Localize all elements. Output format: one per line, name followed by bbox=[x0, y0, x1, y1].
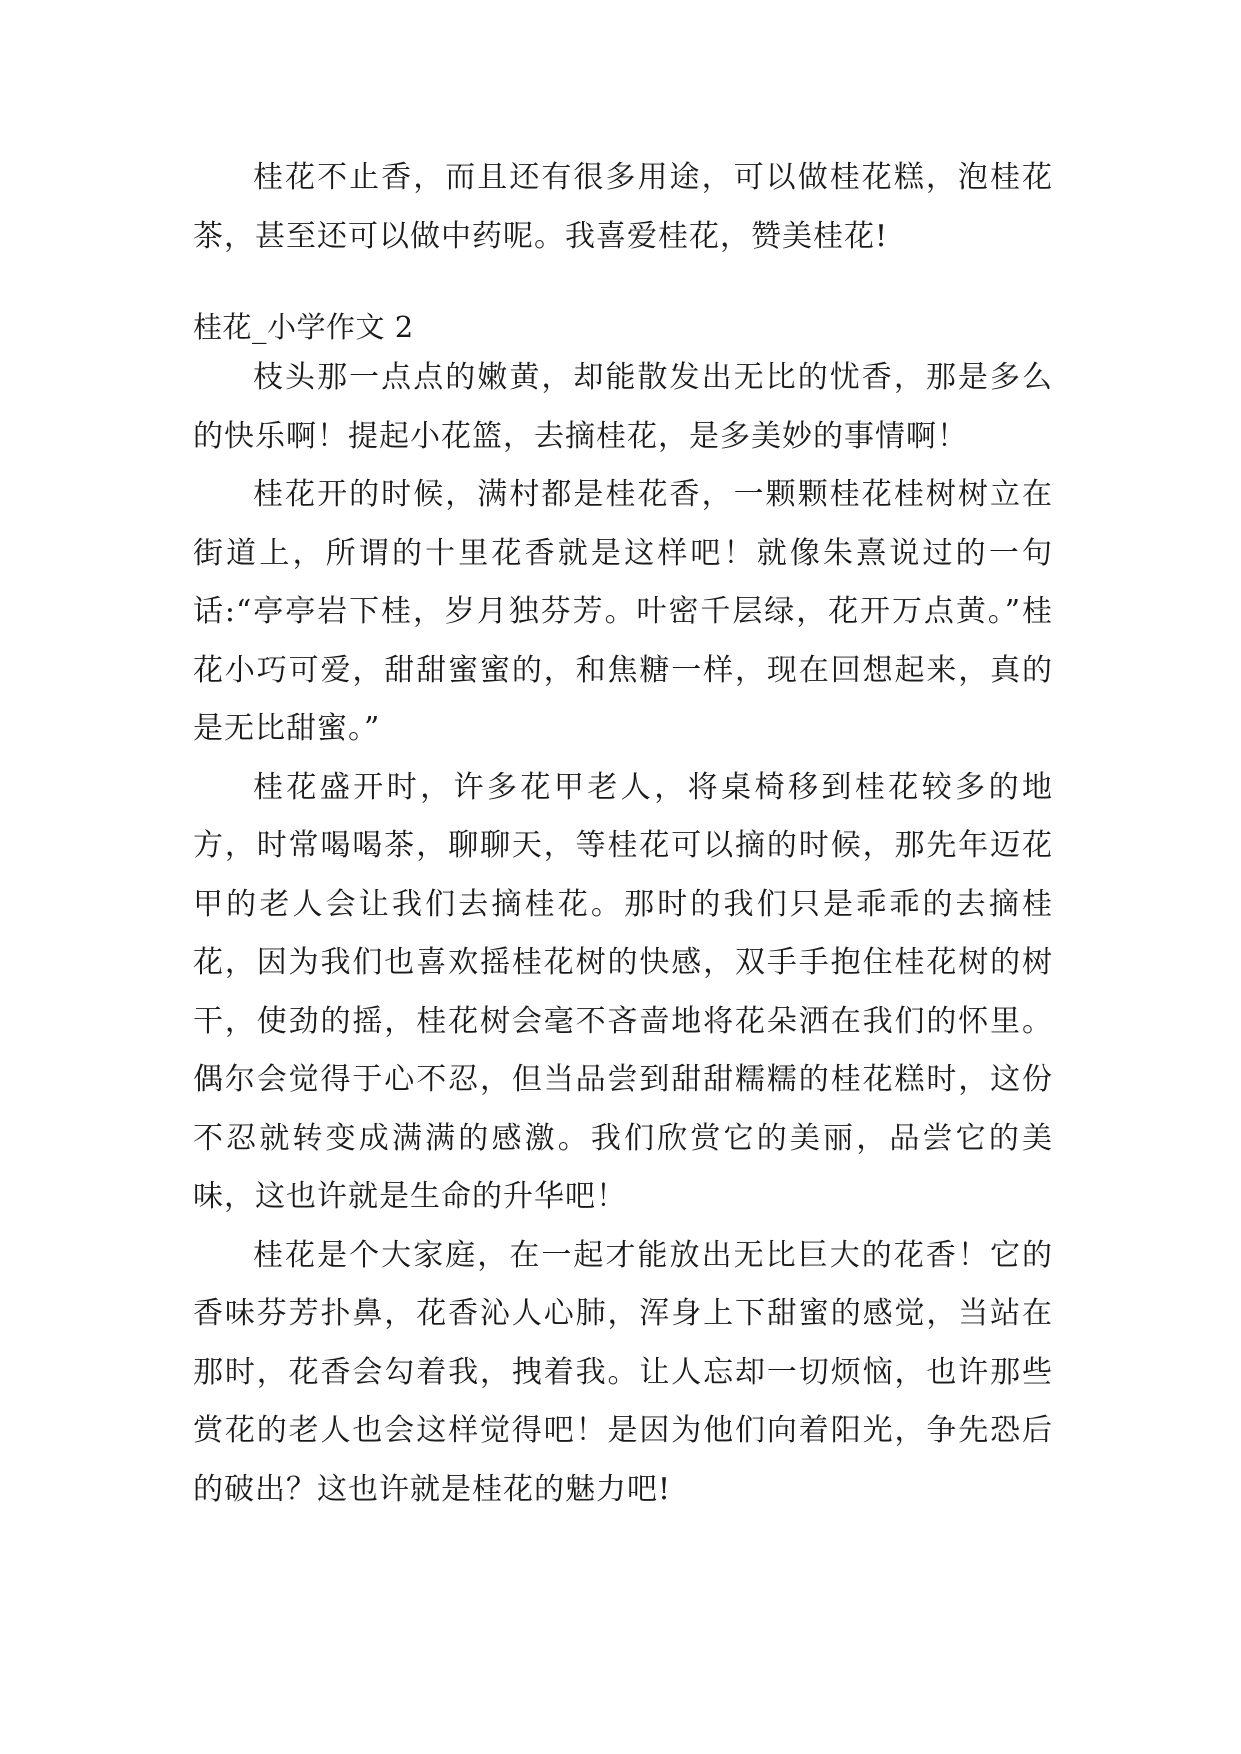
essay-paragraph-4: 桂花是个大家庭，在一起才能放出无比巨大的花香！它的香味芬芳扑鼻，花香沁人心肺，浑身上下甜蜜的感觉，当站在那时，花香会勾着我，拽着我。让人忘却一切烦恼，也许那些赏花的老人也会这样觉得吧！是因为他们向着阳光，争先恐后的破出？这也许就是桂花的魅力吧! bbox=[193, 1237, 1053, 1507]
essay-body bbox=[193, 349, 1053, 1519]
intro-paragraph: 桂花不止香，而且还有很多用途，可以做桂花糕，泡桂花茶，甚至还可以做中药呢。我喜爱桂花，赞美桂花! bbox=[193, 160, 1053, 254]
section-title-block bbox=[193, 307, 1053, 347]
essay-paragraph-2: 桂花开的时候，满村都是桂花香，一颗颗桂花桂树树立在街道上，所谓的十里花香就是这样吧！就像朱熹说过的一句话:“亭亭岩下桂，岁月独芬芳。叶密千层绿，花开万点黄。”桂花小巧可爱，甜甜蜜蜜的，和焦糖一样，现在回想起来，真的是无比甜蜜。” bbox=[193, 477, 1053, 746]
essay-paragraph-1: 枝头那一点点的嫩黄，却能散发出无比的忧香，那是多么的快乐啊！提起小花篮，去摘桂花，是多美妙的事情啊！ bbox=[193, 360, 1053, 454]
intro-text-block bbox=[193, 149, 1053, 266]
essay-paragraph-3: 桂花盛开时，许多花甲老人，将桌椅移到桂花较多的地方，时常喝喝茶，聊聊天，等桂花可以摘的时候，那先年迈花甲的老人会让我们去摘桂花。那时的我们只是乖乖的去摘桂花，因为我们也喜欢摇桂花树的快感，双手手抱住桂花树的树干，使劲的摇，桂花树会毫不吝啬地将花朵洒在我们的怀里。偶尔会觉得于心不忍，但当品尝到甜甜糯糯的桂花糕时，这份不忍就转变成满满的感激。我们欣赏它的美丽，品尝它的美味，这也许就是生命的升华吧！ bbox=[193, 769, 1053, 1214]
section-title: 桂花_小学作文 2 bbox=[193, 310, 414, 344]
